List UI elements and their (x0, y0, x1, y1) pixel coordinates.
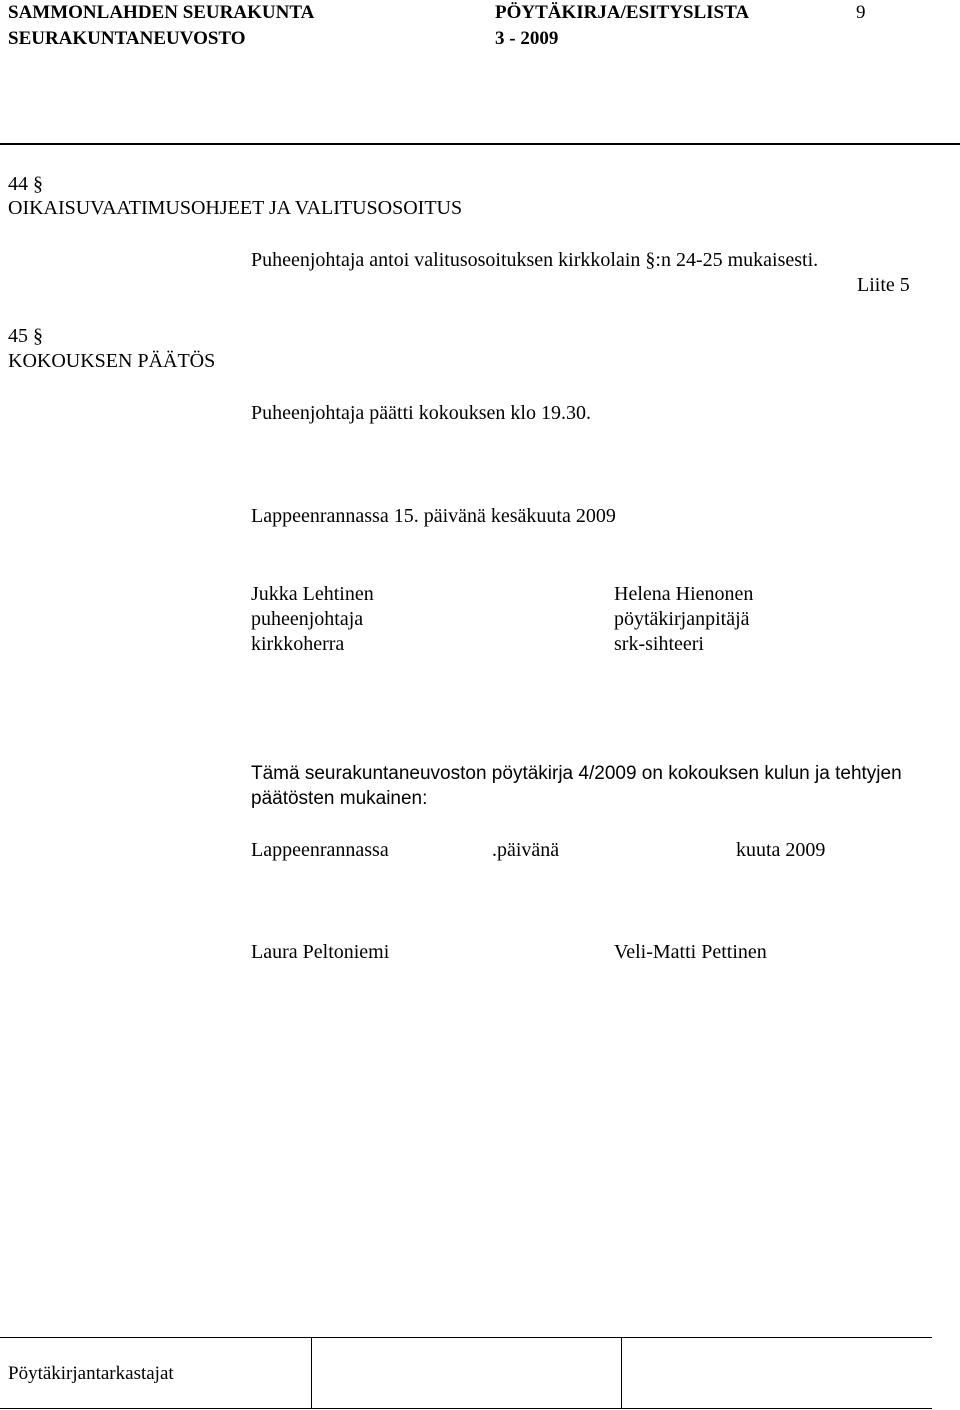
page-number: 9 (856, 2, 866, 23)
footer-label: Pöytäkirjantarkastajat (8, 1363, 174, 1384)
verification-statement-line1: Tämä seurakuntaneuvoston pöytäkirja 4/2009 on kokouksen kulun ja tehtyjen (251, 763, 902, 784)
place-date: Lappeenrannassa 15. päivänä kesäkuuta 2009 (251, 505, 616, 527)
footer-initials-table (0, 1337, 932, 1409)
footer-divider-1 (311, 1338, 312, 1408)
signer-right-role: pöytäkirjanpitäjä (614, 608, 750, 630)
checker-right-name: Veli-Matti Pettinen (614, 941, 767, 963)
signer-right-name: Helena Hienonen (614, 583, 754, 605)
section-45-title: KOKOUKSEN PÄÄTÖS (8, 350, 216, 372)
section-45-body: Puheenjohtaja päätti kokouksen klo 19.30. (251, 402, 591, 424)
checker-left-name: Laura Peltoniemi (251, 941, 390, 963)
document-number: 3 - 2009 (495, 28, 559, 49)
document-type: PÖYTÄKIRJA/ESITYSLISTA (495, 2, 750, 23)
header-rule (0, 143, 960, 145)
organization-name: SAMMONLAHDEN SEURAKUNTA (8, 2, 315, 23)
section-44-body: Puheenjohtaja antoi valitusosoituksen kirkkolain §:n 24-25 mukaisesti. (251, 249, 819, 271)
attachment-reference: Liite 5 (857, 274, 910, 296)
verification-month-year: kuuta 2009 (736, 839, 826, 861)
signer-right-title: srk-sihteeri (614, 633, 704, 655)
organization-unit: SEURAKUNTANEUVOSTO (8, 28, 246, 49)
section-45-number: 45 § (8, 325, 43, 347)
signer-left-role: puheenjohtaja (251, 608, 364, 630)
verification-statement-line2: päätösten mukainen: (251, 788, 428, 809)
signer-left-name: Jukka Lehtinen (251, 583, 374, 605)
signer-left-title: kirkkoherra (251, 633, 345, 655)
verification-day: .päivänä (492, 839, 560, 861)
footer-divider-2 (621, 1338, 622, 1408)
section-44-title: OIKAISUVAATIMUSOHJEET JA VALITUSOSOITUS (8, 197, 463, 219)
section-44-number: 44 § (8, 173, 43, 195)
verification-place: Lappeenrannassa (251, 839, 389, 861)
